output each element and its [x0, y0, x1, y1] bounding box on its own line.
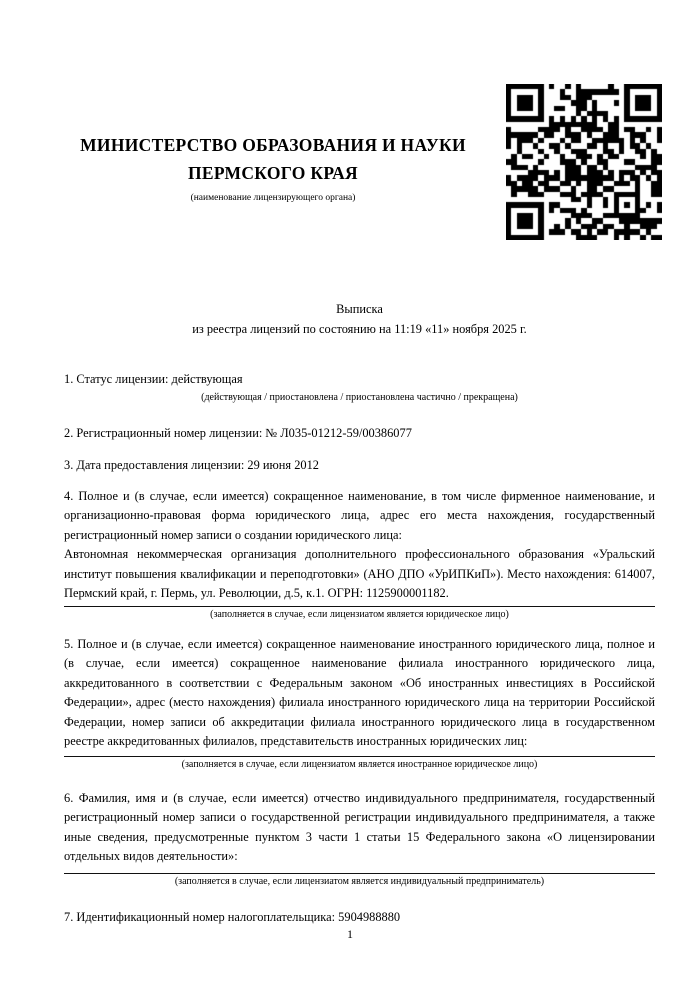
issuer-title-line1: МИНИСТЕРСТВО ОБРАЗОВАНИЯ И НАУКИ	[80, 135, 466, 155]
page-number: 1	[347, 927, 353, 941]
document-title	[64, 300, 655, 339]
item-legal-entity-value: Автономная некоммерческая организация дополнительного профессионального образования «Уральский институт повышения квалификации и переподготовки» (АНО ДПО «УрИПКиП»). Место нахождения: 614007, Пермский край, г. Пермь, ул. Революции, д.5, к.1. ОГРН: 1125900001182.	[64, 547, 655, 600]
item-foreign-entity	[64, 635, 655, 771]
fill-line	[64, 606, 655, 607]
item-legal-entity-note: (заполняется в случае, если лицензиатом является юридическое лицо)	[210, 608, 509, 620]
issuer-subtitle: (наименование лицензирующего органа)	[190, 193, 356, 203]
item-foreign-entity-note: (заполняется в случае, если лицензиатом является иностранное юридическое лицо)	[181, 758, 538, 770]
issuer-title-line2: ПЕРМСКОГО КРАЯ	[188, 163, 358, 183]
document-body	[64, 0, 655, 927]
item-license-status	[64, 370, 655, 404]
fill-line	[64, 756, 655, 757]
item-license-status-note: (действующая / приостановлена / приостановлена частично / прекращена)	[201, 391, 518, 403]
item-foreign-entity-text: 5. Полное и (в случае, если имеется) сокращенное наименование иностранного юридического лица, полное и (в случае, если имеется) сокращенное наименование филиала иностранного юридического лица, аккредитованного в соответствии с Федеральным законом «Об иностранных инвестициях в Российской Федерации», адрес (место нахождения) филиала иностранного юридического лица на территории Российской Федерации, номер записи об аккредитации филиала иностранного юридического лица в государственном реестре аккредитованных филиалов, представительств иностранных юридических лиц:	[64, 636, 655, 748]
item-individual-entrepreneur-note: (заполняется в случае, если лицензиатом является индивидуальный предприниматель)	[174, 875, 545, 887]
item-taxpayer-number: 7. Идентификационный номер налогоплательщика: 5904988880	[64, 909, 401, 924]
item-legal-entity-text: 4. Полное и (в случае, если имеется) сокращенное наименование, в том числе фирменное наименование, и организационно-правовая форма юридического лица, адрес его места нахождения, государственный регистрационный номер записи о создании юридического лица:	[64, 488, 655, 542]
item-license-status-text: 1. Статус лицензии: действующая	[64, 372, 243, 386]
item-individual-entrepreneur	[64, 789, 655, 888]
item-individual-entrepreneur-text: 6. Фамилия, имя и (в случае, если имеется) отчество индивидуального предпринимателя, государственный регистрационный номер записи о государственной регистрации индивидуального предпринимателя, а также иные сведения, предусмотренные пунктом 3 части 1 статьи 15 Федерального закона «О лицензировании отдельных видов деятельности»:	[64, 790, 655, 863]
item-registration-number: 2. Регистрационный номер лицензии: № Л035-01212-59/00386077	[64, 425, 412, 440]
fill-line	[64, 873, 655, 874]
document-title-line2: из реестра лицензий по состоянию на 11:19 «11» ноября 2025 г.	[192, 321, 527, 336]
item-grant-date: 3. Дата предоставления лицензии: 29 июня 2012	[64, 458, 320, 472]
document-title-line1: Выписка	[336, 302, 383, 316]
item-legal-entity	[64, 487, 655, 621]
